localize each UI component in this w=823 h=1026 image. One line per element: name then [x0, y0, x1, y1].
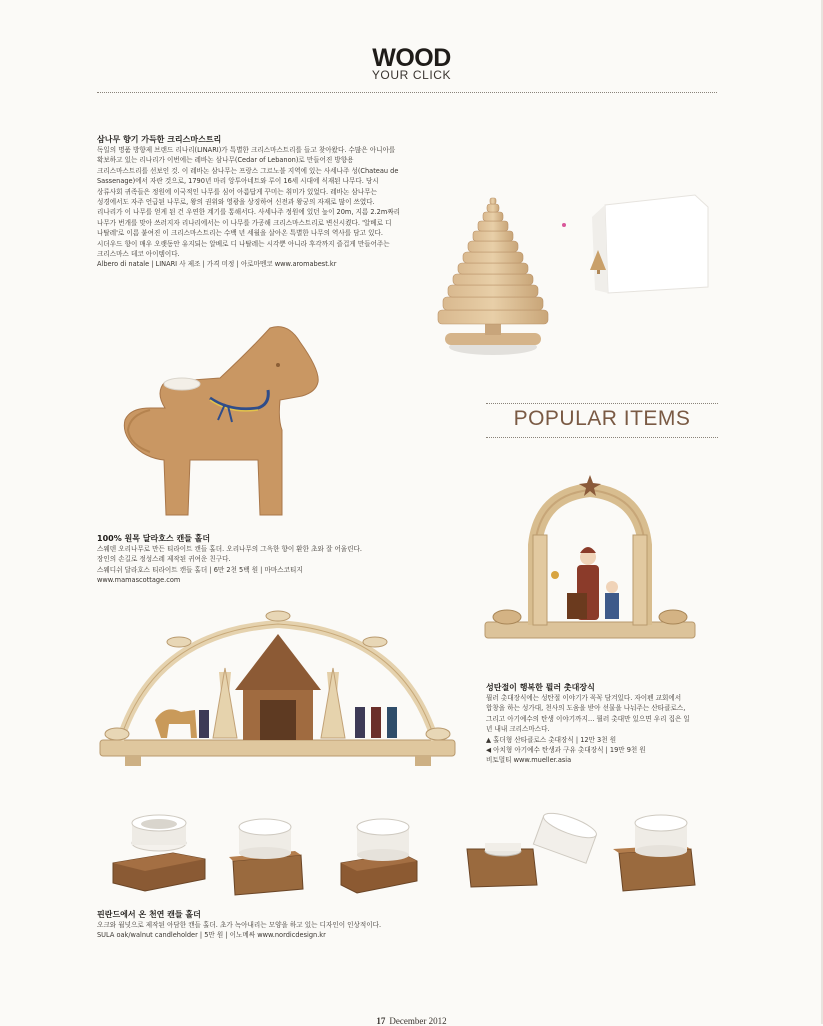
article-title: 핀란드에서 온 천연 캔들 홀더	[97, 910, 201, 919]
article-title: 성탄절이 행복한 뮐러 촛대장식	[486, 683, 595, 692]
body-line: 뮐러 촛대장식에는 성탄절 이야기가 꼭꼭 담겨있다. 자이펜 교회에서	[486, 694, 682, 702]
article-dala-horse	[97, 533, 427, 586]
section-title: WOOD	[372, 44, 451, 72]
credit-line: www.mamascottage.com	[97, 576, 181, 585]
page-footer	[0, 1016, 823, 1026]
credit-line: SULA oak/walnut candleholder | 5만 원 | 이노메싸 www.nordicdesign.kr	[97, 931, 326, 940]
body-line: ▲ 홀더형 산타클로스 촛대장식 | 12만 3천 원	[486, 735, 617, 744]
body-line: 크리스마스트리를 선보인 것. 이 레바논 삼나무는 프랑스 그르노블 지역에 있는 사세나주 성(Chateau de	[97, 166, 399, 175]
sula-holder-4	[467, 808, 599, 887]
body-line: 스웨덴 오리나무로 만든 티라이트 캔들 홀더. 오리나무의 그윽한 향이 환한 초와 잘 어울린다.	[97, 545, 363, 553]
credit-line: 비토멀티 www.mueller.asia	[486, 756, 572, 765]
sula-holder-1	[113, 815, 205, 891]
article-title: 100% 원목 달라호스 캔들 홀더	[97, 534, 211, 543]
cedar-tree-image	[430, 195, 720, 360]
article-sula	[97, 909, 457, 941]
body-line: 년 내내 크리스마스다.	[486, 725, 550, 734]
article-cedar-tree	[97, 134, 442, 270]
body-line: 그리고 아기예수의 탄생 이야기까지… 뮐러 촛대만 있으면 우리 집은 일	[486, 714, 690, 723]
popular-items-heading: POPULAR ITEMS	[513, 407, 691, 430]
top-divider	[97, 92, 717, 93]
dala-horse-image	[120, 320, 325, 520]
body-line: 나무가 번개를 맞아 쓰러지자 리나리에서는 이 나무를 가공해 크리스마스트리로 변신시켰다. '알베로 디	[97, 218, 392, 227]
body-line: 시더우드 향이 매우 오랫동안 유지되는 알베로 디 나탈레는 시각뿐 아니라 후각까지 즐겁게 만들어주는	[97, 239, 390, 248]
sula-holder-5	[613, 815, 695, 891]
candle-arch-image	[95, 612, 460, 772]
body-line: 리나리가 이 나무를 얻게 된 건 우연한 계기를 통해서다. 사세나주 정원에 있던 높이 20m, 지름 2.2m짜리	[97, 208, 401, 217]
body-line: 확보하고 있는 리나리가 이번에는 레바논 삼나무(Cedar of Lebanon)로 만들어진 방향용	[97, 156, 354, 165]
body-line: 오크와 월넛으로 제작된 아담한 캔들 홀더. 초가 녹아내리는 모양을 하고 있는 디자인이 인상적이다.	[97, 921, 382, 929]
page-number: 17	[376, 1016, 386, 1026]
issue-date: December 2012	[389, 1016, 447, 1026]
body-line: Sassenage)에서 자란 것으로, 1790년 마리 앙투아네트와 루이 16세 시대에 식재된 나무다. 당시	[97, 177, 379, 186]
popular-divider-top	[486, 403, 718, 404]
body-line: 합창을 하는 성가대, 천사의 도움을 받아 선물을 나눠주는 산타클로스,	[486, 704, 686, 713]
sula-holder-3	[341, 819, 417, 893]
body-line: 스웨디쉬 달라호스 티라이트 캔들 홀더 | 6만 2천 5백 원 | 마마스코티지	[97, 565, 303, 574]
nativity-arch-image	[485, 475, 695, 645]
body-line: 독일의 명품 방향제 브랜드 리나리(LINARI)가 특별한 크리스마스트리를 들고 찾아왔다. 수많은 아니아를	[97, 146, 396, 154]
body-line: 크리스마스 데코 아이템이다.	[97, 250, 180, 259]
body-line: 장인의 손길로 정성스레 제작된 귀여운 친구다.	[97, 555, 231, 564]
section-subtitle: YOUR CLICK	[371, 68, 452, 82]
credit-line: Albero di natale | LINARI 사 제조 | 가격 미정 | 아로마멘코 www.aromabest.kr	[97, 260, 337, 269]
sula-holder-2	[229, 819, 303, 895]
body-line: 나탈레'로 이름 붙여진 이 크리스마스트리는 수백 년 세월을 살아온 특별한 나무의 역사를 담고 있다.	[97, 229, 383, 238]
article-mueller	[486, 682, 721, 766]
article-title: 삼나무 향기 가득한 크리스마스트리	[97, 135, 222, 144]
body-line: ◀ 아치형 아기예수 탄생과 구유 촛대장식 | 19만 9천 원	[486, 746, 646, 755]
body-line: 성경에서도 자주 언급된 나무로, 왕의 권위와 영광을 상징하여 신전과 왕궁의 자재로 많이 쓰였다.	[97, 198, 375, 207]
sula-candle-holders-image	[105, 815, 725, 900]
popular-divider-bottom	[486, 437, 718, 438]
body-line: 상류사회 귀족들은 정원에 이국적인 나무를 심어 아름답게 꾸미는 취미가 있었다. 레바논 삼나무는	[97, 187, 377, 196]
